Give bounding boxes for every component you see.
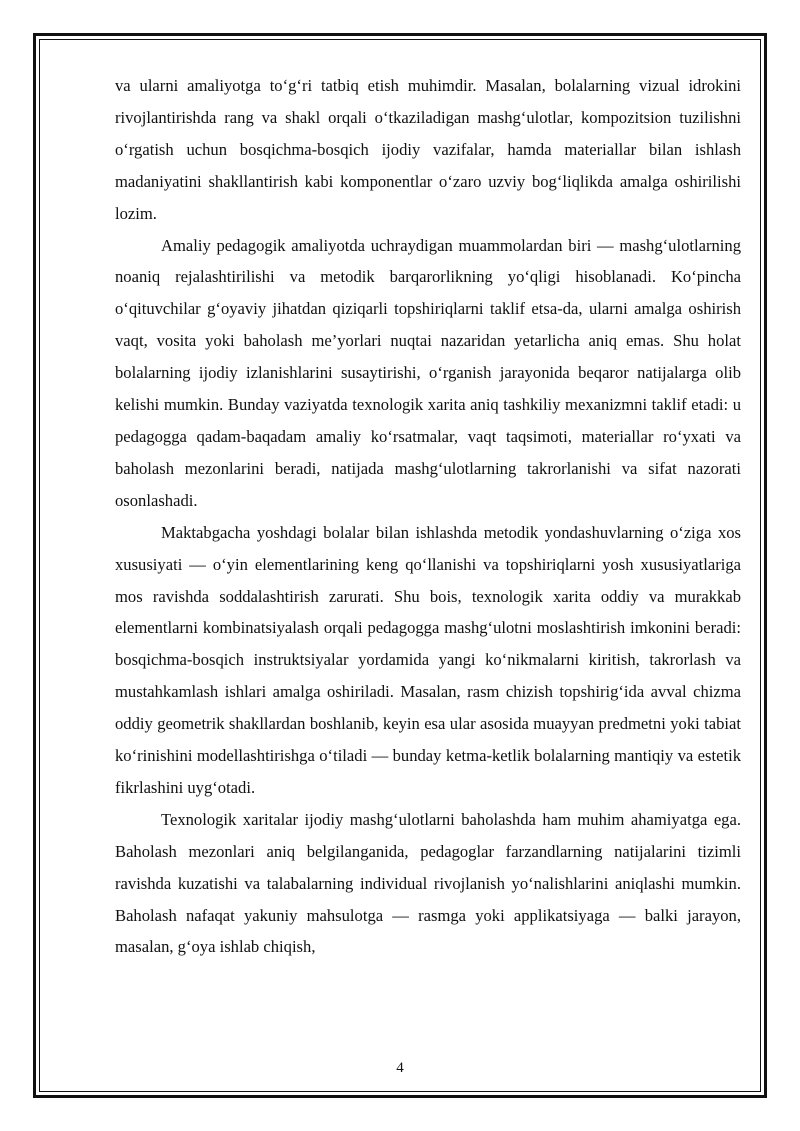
page-number: 4 xyxy=(396,1060,404,1076)
paragraph-3: Maktabgacha yoshdagi bolalar bilan ishlashda metodik yondashuvlarning o‘ziga xos xususiyati — o‘yin elementlarining keng qo‘llanishi va topshiriqlarni yosh xususiyatlariga mos ravishda soddalashtirish zarurati. Shu bois, texnologik xarita oddiy va murakkab elementlarni kombinatsiyalash orqali pedagogga mashg‘ulotni moslashtirish imkonini beradi: bosqichma-bosqich instruktsiyalar yordamida yangi ko‘nikmalarni kiritish, takrorlash va mustahkamlash ishlari amalga oshiriladi. Masalan, rasm chizish topshirig‘ida avval chizma oddiy geometrik shakllardan boshlanib, keyin esa ular asosida muayyan predmetni yoki tabiat ko‘rinishini modellashtirishga o‘tiladi — bunday ketma-ketlik bolalarning mantiqiy va estetik fikrlashini uyg‘otadi. xyxy=(115,522,741,797)
paragraph-4: Texnologik xaritalar ijodiy mashg‘ulotlarni baholashda ham muhim ahamiyatga ega. Baholash mezonlari aniq belgilanganida, pedagoglar farzandlarning natijalarini tizimli ravishda kuzatishi va talabalarning individual rivojlanish yo‘nalishlarini aniqlashi mumkin. Baholash nafaqat yakuniy mahsulotga — rasmga yoki applikatsiyaga — balki jarayon, masalan, g‘oya ishlab chiqish, xyxy=(115,809,741,957)
paragraph-1: va ularni amaliyotga to‘g‘ri tatbiq etish muhimdir. Masalan, bolalarning vizual idrokini rivojlantirishda rang va shakl orqali o‘tkaziladigan mashg‘ulotlar, kompozitsion tuzilishni o‘rgatish uchun bosqichma-bosqich ijodiy vazifalar, hamda materiallar bilan ishlash madaniyatini shakllantirish kabi komponentlar o‘zaro uzviy bog‘liqlikda amalga oshirilishi lozim. xyxy=(115,76,741,223)
page-body xyxy=(115,70,741,963)
paragraph-2: Amaliy pedagogik amaliyotda uchraydigan muammolardan biri — mashg‘ulotlarning noaniq rejalashtirilishi va metodik barqarorlikning yo‘qligi hisoblanadi. Ko‘pincha o‘qituvchilar g‘oyaviy jihatdan qiziqarli topshiriqlarni taklif etsa-da, ularni amalga oshirish vaqt, vosita yoki baholash me’yorlari nuqtai nazaridan yetarlicha aniq emas. Shu holat bolalarning ijodiy izlanishlarini susaytirishi, o‘rganish jarayonida beqaror natijalarga olib kelishi mumkin. Bunday vaziyatda texnologik xarita aniq tashkiliy mexanizmni taklif etadi: u pedagogga qadam-baqadam amaliy ko‘rsatmalar, vaqt taqsimoti, materiallar ro‘yxati va baholash mezonlarini beradi, natijada mashg‘ulotlarning takrorlanishi va sifat nazorati osonlashadi. xyxy=(115,235,741,510)
